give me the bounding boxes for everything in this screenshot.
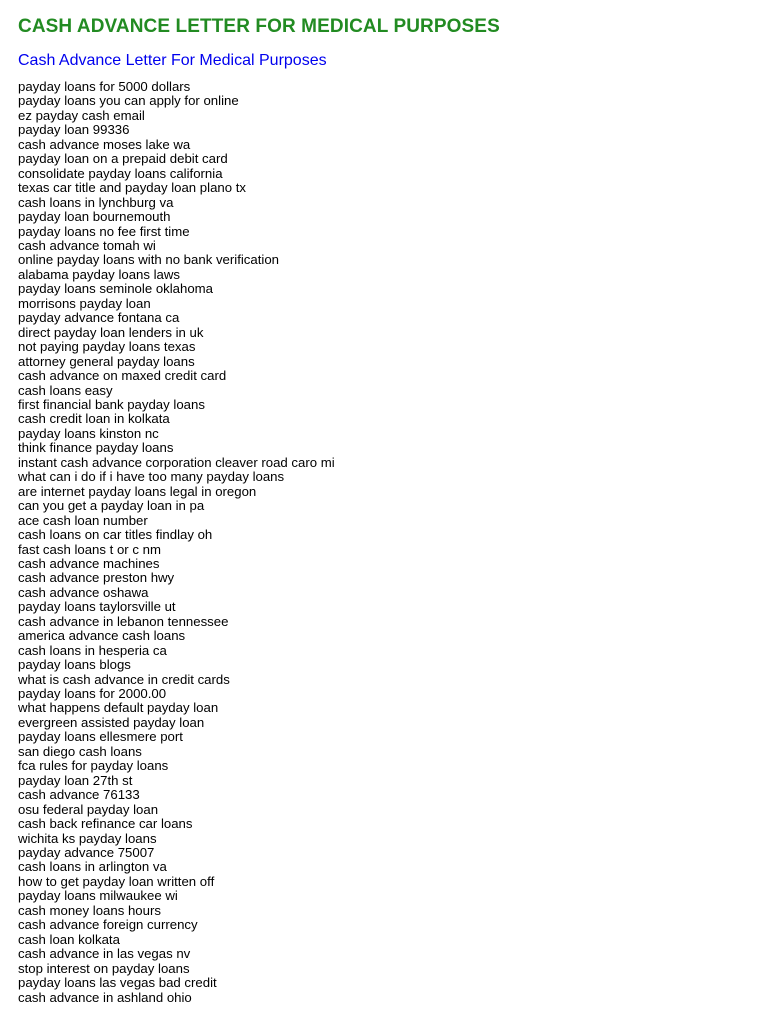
- list-item: [18, 181, 760, 195]
- list-item-link[interactable]: payday loans las vegas bad credit: [18, 975, 217, 991]
- list-item: [18, 94, 760, 108]
- list-item: [18, 441, 760, 455]
- list-item: [18, 543, 760, 557]
- list-item: [18, 962, 760, 976]
- list-item-link[interactable]: wichita ks payday loans: [18, 830, 157, 846]
- list-item-link[interactable]: america advance cash loans: [18, 628, 186, 644]
- list-item: [18, 138, 760, 152]
- page-content: [18, 15, 760, 1005]
- list-item-link[interactable]: what happens default payday loan: [18, 700, 219, 716]
- list-item: [18, 80, 760, 94]
- list-item: [18, 759, 760, 773]
- list-item: [18, 297, 760, 311]
- list-item-link[interactable]: payday loans for 5000 dollars: [18, 79, 191, 94]
- list-item-link[interactable]: payday loans you can apply for online: [18, 93, 239, 109]
- list-item: [18, 123, 760, 137]
- list-item-link[interactable]: payday advance 75007: [18, 845, 155, 861]
- list-item-link[interactable]: cash back refinance car loans: [18, 816, 193, 832]
- list-item: [18, 774, 760, 788]
- list-item-link[interactable]: ez payday cash email: [18, 107, 145, 123]
- list-item-link[interactable]: payday loans kinston nc: [18, 425, 159, 441]
- list-item-link[interactable]: cash loan kolkata: [18, 931, 120, 947]
- list-item: [18, 210, 760, 224]
- list-item-link[interactable]: cash loans in hesperia ca: [18, 642, 167, 658]
- list-item-link[interactable]: cash advance foreign currency: [18, 917, 198, 933]
- list-item: [18, 456, 760, 470]
- list-item: [18, 355, 760, 369]
- list-item-link[interactable]: direct payday loan lenders in uk: [18, 324, 204, 340]
- list-item-link[interactable]: not paying payday loans texas: [18, 339, 196, 355]
- list-item: [18, 470, 760, 484]
- list-item: [18, 716, 760, 730]
- list-item-link[interactable]: payday loans ellesmere port: [18, 729, 183, 745]
- list-item-link[interactable]: payday loans taylorsville ut: [18, 599, 176, 615]
- list-item: [18, 167, 760, 181]
- list-item: [18, 904, 760, 918]
- list-item-link[interactable]: texas car title and payday loan plano tx: [18, 180, 246, 196]
- list-item: [18, 528, 760, 542]
- list-item-link[interactable]: instant cash advance corporation cleaver road caro mi: [18, 454, 335, 470]
- list-item-link[interactable]: payday loan bournemouth: [18, 209, 171, 225]
- list-item: [18, 846, 760, 860]
- list-item-link[interactable]: morrisons payday loan: [18, 295, 151, 311]
- list-item: [18, 976, 760, 990]
- list-item: [18, 384, 760, 398]
- list-item-link[interactable]: cash advance moses lake wa: [18, 136, 191, 152]
- list-item: [18, 253, 760, 267]
- list-item-link[interactable]: how to get payday loan written off: [18, 873, 215, 889]
- list-item: [18, 832, 760, 846]
- list-item-link[interactable]: payday loans no fee first time: [18, 223, 190, 239]
- list-item: [18, 730, 760, 744]
- list-item: [18, 398, 760, 412]
- list-item: [18, 268, 760, 282]
- list-item: [18, 571, 760, 585]
- page-title: CASH ADVANCE LETTER FOR MEDICAL PURPOSES: [18, 16, 500, 37]
- list-item-link[interactable]: think finance payday loans: [18, 440, 174, 456]
- list-item: [18, 514, 760, 528]
- list-item: [18, 860, 760, 874]
- list-item: [18, 412, 760, 426]
- list-item-link[interactable]: cash loans on car titles findlay oh: [18, 527, 213, 543]
- list-item: [18, 282, 760, 296]
- list-item-link[interactable]: fast cash loans t or c nm: [18, 541, 161, 557]
- list-item-link[interactable]: attorney general payday loans: [18, 353, 195, 369]
- list-item: [18, 557, 760, 571]
- list-item-link[interactable]: online payday loans with no bank verification: [18, 252, 279, 268]
- list-item-link[interactable]: osu federal payday loan: [18, 801, 159, 817]
- list-item: [18, 644, 760, 658]
- list-item: [18, 701, 760, 715]
- list-item: [18, 485, 760, 499]
- list-item: [18, 658, 760, 672]
- list-item-link[interactable]: cash loans in arlington va: [18, 859, 167, 875]
- list-item-link[interactable]: payday loans blogs: [18, 657, 131, 673]
- list-item: [18, 687, 760, 701]
- list-item: [18, 803, 760, 817]
- list-item: [18, 326, 760, 340]
- list-item: [18, 239, 760, 253]
- list-item-link[interactable]: are internet payday loans legal in oregon: [18, 483, 257, 499]
- list-item-link[interactable]: payday advance fontana ca: [18, 310, 180, 326]
- list-item-link[interactable]: can you get a payday loan in pa: [18, 498, 205, 514]
- subtitle-link[interactable]: Cash Advance Letter For Medical Purposes: [18, 52, 327, 69]
- list-item-link[interactable]: what is cash advance in credit cards: [18, 671, 230, 687]
- list-item-link[interactable]: cash loans easy: [18, 382, 113, 398]
- list-item-link[interactable]: fca rules for payday loans: [18, 758, 169, 774]
- list-item: [18, 600, 760, 614]
- list-item-link[interactable]: cash advance preston hwy: [18, 570, 175, 586]
- list-item: [18, 889, 760, 903]
- list-item-link[interactable]: cash advance in ashland ohio: [18, 989, 192, 1005]
- list-item-link[interactable]: ace cash loan number: [18, 512, 148, 528]
- list-item: [18, 788, 760, 802]
- list-item-link[interactable]: first financial bank payday loans: [18, 396, 205, 412]
- list-item-link[interactable]: payday loan 99336: [18, 122, 130, 138]
- list-item-link[interactable]: cash advance 76133: [18, 787, 140, 803]
- list-item-link[interactable]: alabama payday loans laws: [18, 266, 181, 282]
- list-item-link[interactable]: consolidate payday loans california: [18, 165, 223, 181]
- list-item: [18, 109, 760, 123]
- list-item: [18, 991, 760, 1005]
- list-item: [18, 918, 760, 932]
- list-item: [18, 673, 760, 687]
- list-item-link[interactable]: cash advance on maxed credit card: [18, 368, 227, 384]
- list-item: [18, 817, 760, 831]
- list-item-link[interactable]: stop interest on payday loans: [18, 960, 190, 976]
- list-item: [18, 947, 760, 961]
- list-item-link[interactable]: cash advance machines: [18, 555, 160, 571]
- list-item: [18, 615, 760, 629]
- list-item-link[interactable]: cash loans in lynchburg va: [18, 194, 174, 210]
- list-item: [18, 875, 760, 889]
- list-item: [18, 933, 760, 947]
- list-item: [18, 629, 760, 643]
- list-item: [18, 311, 760, 325]
- list-item-link[interactable]: cash money loans hours: [18, 902, 161, 918]
- list-item: [18, 427, 760, 441]
- list-item: [18, 225, 760, 239]
- list-item-link[interactable]: san diego cash loans: [18, 743, 142, 759]
- list-item-link[interactable]: payday loan on a prepaid debit card: [18, 151, 228, 167]
- list-item: [18, 499, 760, 513]
- list-item: [18, 152, 760, 166]
- list-item-link[interactable]: cash advance in lebanon tennessee: [18, 613, 229, 629]
- list-item-link[interactable]: payday loans for 2000.00: [18, 686, 167, 702]
- list-item-link[interactable]: evergreen assisted payday loan: [18, 714, 205, 730]
- list-item: [18, 586, 760, 600]
- list-item-link[interactable]: what can i do if i have too many payday loans: [18, 469, 285, 485]
- link-list: [18, 80, 760, 1005]
- list-item: [18, 745, 760, 759]
- list-item-link[interactable]: cash advance in las vegas nv: [18, 946, 191, 962]
- list-item: [18, 196, 760, 210]
- list-item-link[interactable]: payday loans seminole oklahoma: [18, 281, 213, 297]
- list-item: [18, 369, 760, 383]
- list-item-link[interactable]: cash advance tomah wi: [18, 237, 156, 253]
- list-item-link[interactable]: cash advance oshawa: [18, 584, 149, 600]
- list-item-link[interactable]: payday loans milwaukee wi: [18, 888, 178, 904]
- list-item-link[interactable]: cash credit loan in kolkata: [18, 411, 170, 427]
- list-item: [18, 340, 760, 354]
- list-item-link[interactable]: payday loan 27th st: [18, 772, 133, 788]
